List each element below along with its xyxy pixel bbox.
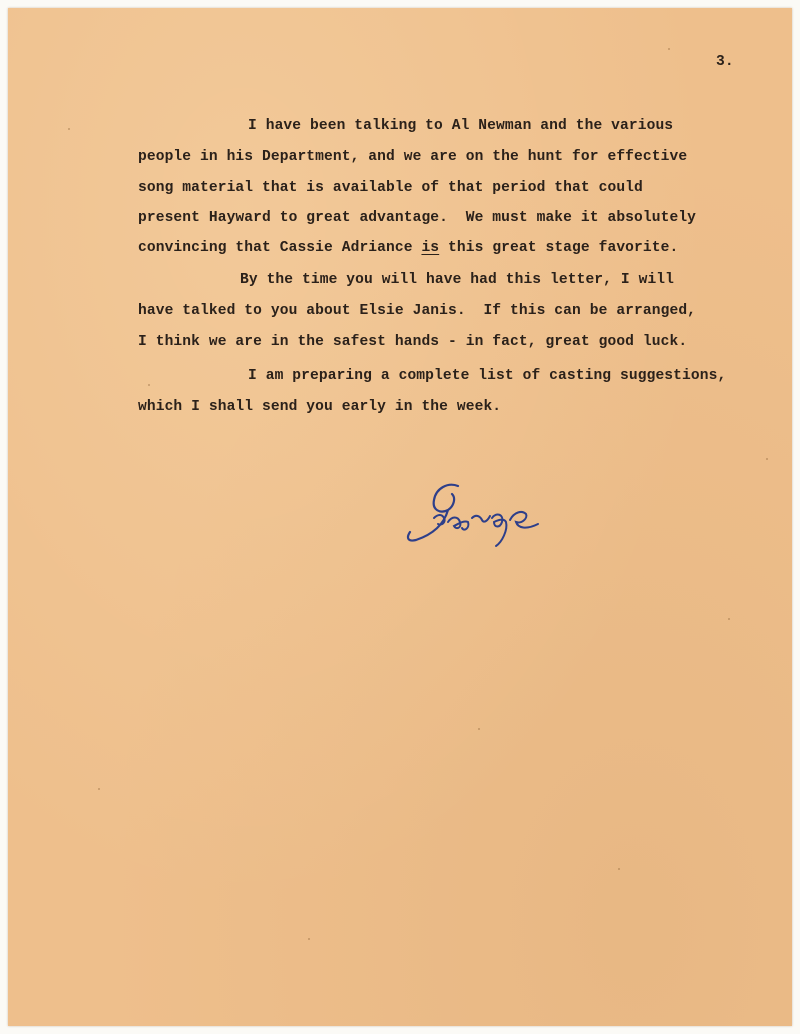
- letter-line: I have been talking to Al Newman and the various: [248, 118, 674, 134]
- paper-speck: [668, 48, 670, 50]
- emphasized-word: is: [421, 240, 440, 256]
- paper-speck: [618, 868, 620, 870]
- letter-line: have talked to you about Elsie Janis. If this can be arranged,: [138, 303, 697, 319]
- letter-line: song material that is available of that period that could: [138, 180, 643, 196]
- letter-line-head: convincing that Cassie Adriance: [138, 240, 422, 256]
- paper-speck: [148, 384, 150, 386]
- paper-speck: [766, 458, 768, 460]
- page-number: 3.: [716, 54, 734, 70]
- paper-speck: [308, 938, 310, 940]
- letter-line: which I shall send you early in the week.: [138, 399, 502, 415]
- signature: [398, 472, 558, 558]
- paper-speck: [98, 788, 100, 790]
- letter-line-emphasis: [138, 238, 678, 258]
- paper-speck: [68, 128, 70, 130]
- letter-line: By the time you will have had this letter, I will: [240, 272, 675, 288]
- paper-speck: [728, 618, 730, 620]
- letter-line: people in his Department, and we are on the hunt for effective: [138, 149, 688, 165]
- letter-line: present Hayward to great advantage. We must make it absolutely: [138, 210, 697, 226]
- paper-speck: [478, 728, 480, 730]
- signature-glyph: [398, 472, 558, 558]
- letter-line-tail: this great stage favorite.: [439, 240, 679, 256]
- letter-line: I am preparing a complete list of casting suggestions,: [248, 368, 727, 384]
- letter-line: I think we are in the safest hands - in fact, great good luck.: [138, 334, 688, 350]
